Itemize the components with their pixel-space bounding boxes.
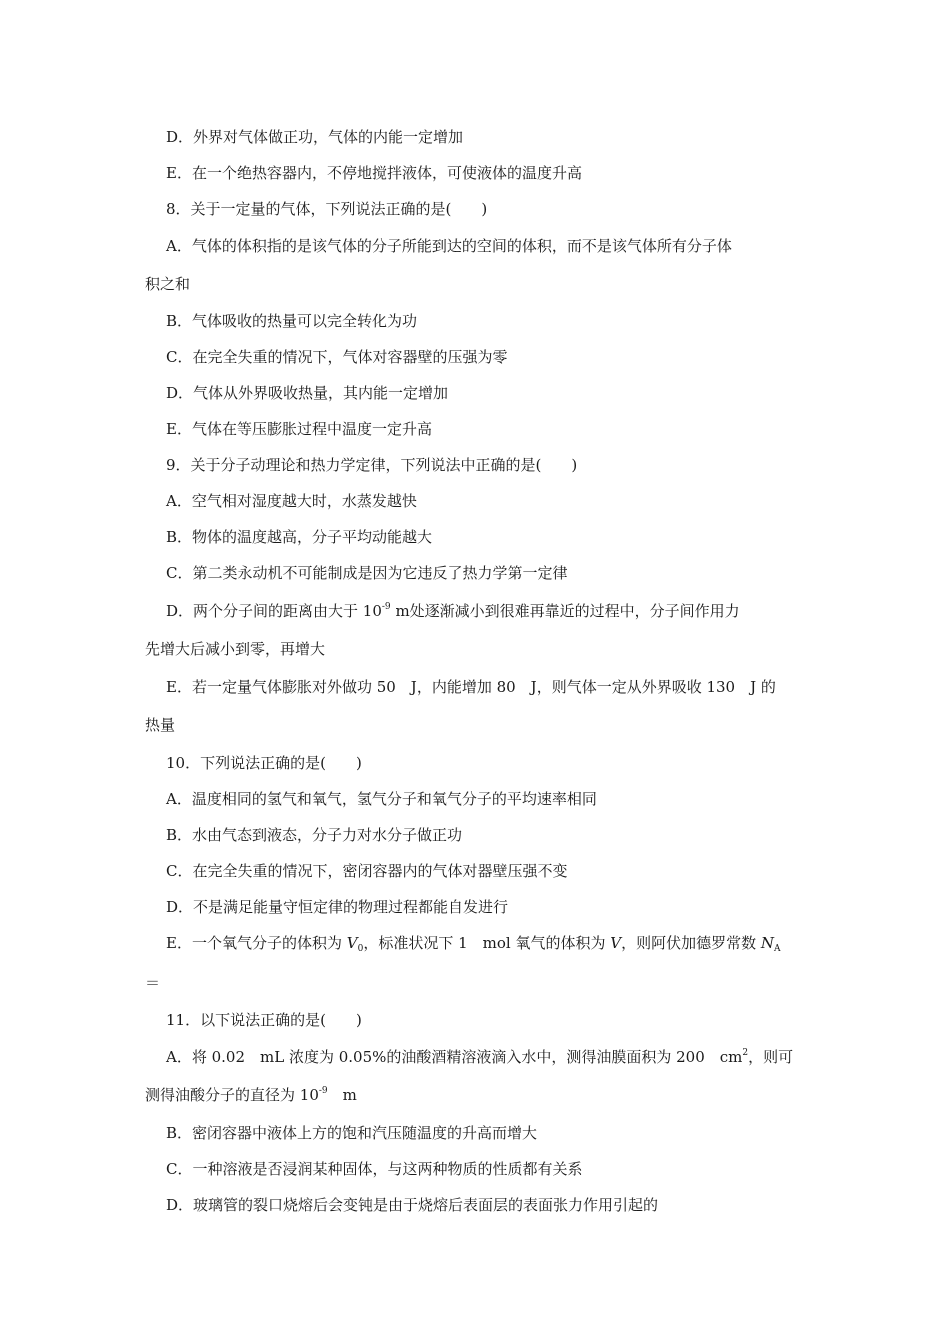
option-11a-cont-text1: 测得油酸分子的直径为 10 bbox=[145, 1086, 319, 1104]
option-9d-cont: 先增大后减小到零，再增大 bbox=[145, 640, 326, 658]
option-7e: E．在一个绝热容器内，不停地搅拌液体，可使液体的温度升高 bbox=[166, 164, 582, 182]
option-11a-text2: ，则可 bbox=[748, 1048, 794, 1066]
option-9e-cont: 热量 bbox=[145, 716, 176, 734]
sub-a: A bbox=[773, 944, 781, 954]
question-11: 11．以下说法正确的是( ) bbox=[166, 1011, 362, 1029]
option-7d: D．外界对气体做正功，气体的内能一定增加 bbox=[166, 128, 464, 146]
option-9d-text2: m处逐渐减小到很难再靠近的过程中，分子间作用力 bbox=[390, 602, 740, 620]
sub-0: 0 bbox=[357, 944, 364, 954]
option-8a-cont: 积之和 bbox=[145, 275, 191, 293]
option-10b: B．水由气态到液态，分子力对水分子做正功 bbox=[166, 826, 463, 844]
option-10d: D．不是满足能量守恒定律的物理过程都能自发进行 bbox=[166, 898, 509, 916]
question-9: 9．关于分子动理论和热力学定律，下列说法中正确的是( ) bbox=[166, 456, 578, 474]
option-8e: E．气体在等压膨胀过程中温度一定升高 bbox=[166, 420, 432, 438]
option-11a bbox=[166, 1047, 793, 1067]
option-8a: A．气体的体积指的是该气体的分子所能到达的空间的体积，而不是该气体所有分子体 bbox=[166, 237, 732, 255]
var-na: N bbox=[760, 934, 774, 952]
equals-sign: ＝ bbox=[145, 974, 161, 992]
question-10: 10．下列说法正确的是( ) bbox=[166, 754, 362, 772]
option-9e: E．若一定量气体膨胀对外做功 50 J，内能增加 80 J，则气体一定从外界吸收 130 J 的 bbox=[166, 678, 776, 696]
question-8: 8．关于一定量的气体，下列说法正确的是( ) bbox=[166, 200, 488, 218]
option-11d: D．玻璃管的裂口烧熔后会变钝是由于烧熔后表面层的表面张力作用引起的 bbox=[166, 1196, 659, 1214]
option-11c: C．一种溶液是否浸润某种固体，与这两种物质的性质都有关系 bbox=[166, 1160, 583, 1178]
option-8d: D．气体从外界吸收热量，其内能一定增加 bbox=[166, 384, 449, 402]
exponent-11a: -9 bbox=[318, 1086, 328, 1096]
option-11b: B．密闭容器中液体上方的饱和汽压随温度的升高而增大 bbox=[166, 1124, 538, 1142]
option-8c: C．在完全失重的情况下，气体对容器壁的压强为零 bbox=[166, 348, 508, 366]
option-9d bbox=[166, 601, 740, 621]
var-v0: V bbox=[346, 934, 358, 952]
option-9b: B．物体的温度越高，分子平均动能越大 bbox=[166, 528, 433, 546]
option-10e-text1: E．一个氧气分子的体积为 bbox=[166, 934, 347, 952]
option-9d-text1: D．两个分子间的距离由大于 10 bbox=[166, 602, 382, 620]
option-11a-cont bbox=[145, 1085, 357, 1105]
option-11a-cont-text2: m bbox=[327, 1086, 357, 1104]
option-10c: C．在完全失重的情况下，密闭容器内的气体对器壁压强不变 bbox=[166, 862, 568, 880]
option-10e-text2: ，标准状况下 1 mol 氧气的体积为 bbox=[363, 934, 611, 952]
exponent-9d: -9 bbox=[381, 602, 391, 612]
option-11a-text1: A．将 0.02 mL 浓度为 0.05%的油酸酒精溶液滴入水中，测得油膜面积为 200 cm bbox=[166, 1048, 743, 1066]
option-10e bbox=[166, 933, 780, 953]
exponent-cm2: 2 bbox=[742, 1048, 749, 1058]
option-8b: B．气体吸收的热量可以完全转化为功 bbox=[166, 312, 418, 330]
option-10a: A．温度相同的氢气和氧气，氢气分子和氧气分子的平均速率相同 bbox=[166, 790, 597, 808]
option-9c: C．第二类永动机不可能制成是因为它违反了热力学第一定律 bbox=[166, 564, 568, 582]
var-v: V bbox=[610, 934, 622, 952]
option-9a: A．空气相对湿度越大时，水蒸发越快 bbox=[166, 492, 417, 510]
option-10e-text3: ，则阿伏加德罗常数 bbox=[621, 934, 761, 952]
